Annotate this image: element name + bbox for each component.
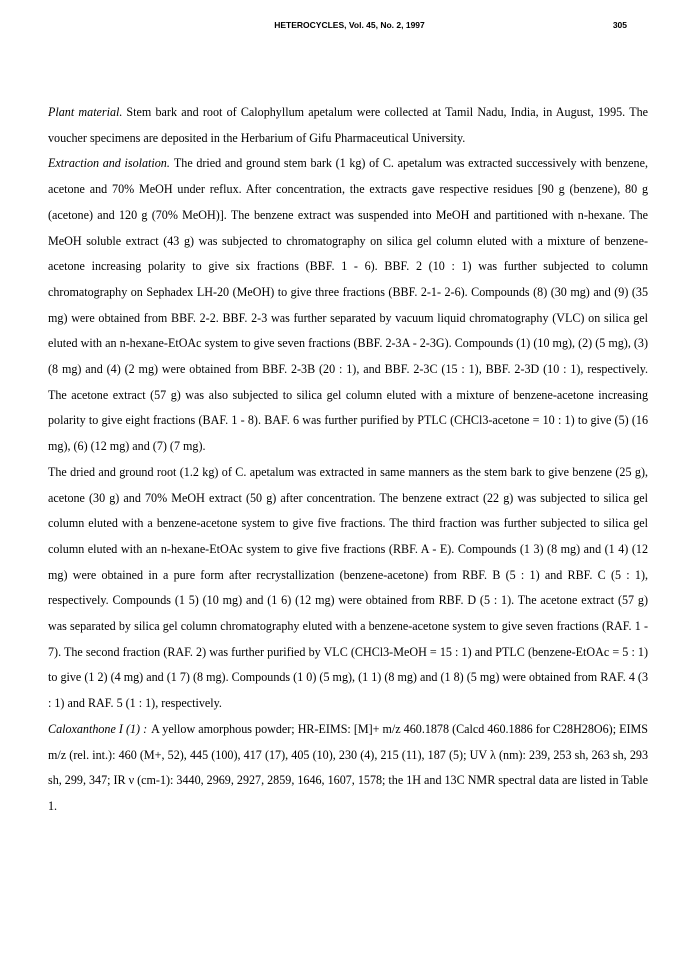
body-text — [48, 100, 648, 820]
paragraph-plant-material — [48, 100, 648, 151]
running-head: HETEROCYCLES, Vol. 45, No. 2, 1997 — [274, 20, 425, 30]
paragraph-caloxanthone — [48, 717, 648, 820]
paragraph-root-extraction — [48, 460, 648, 717]
page-number: 305 — [612, 20, 627, 30]
paragraph-text: The dried and ground stem bark (1 kg) of C. apetalum was extracted successively with benzene, acetone and 70% MeOH under reflux. After concentration, the extracts gave respective residues [90 g (benzene), 80 g (acetone) and 120 g (70% MeOH)]. The benzene extract was suspended into MeOH and partitioned with n-hexane. The MeOH soluble extract (43 g) was subjected to chromatography on silica gel column eluted with a mixture of benzene-acetone increasing polarity to give six fractions (BBF. 1 - 6). BBF. 2 (10 : 1) was further subjected to column chromatography on Sephadex LH-20 (MeOH) to give three fractions (BBF. 2-1- 2-6). Compounds (8) (30 mg) and (9) (35 mg) were obtained from BBF. 2-2. BBF. 2-3 was further separated by vacuum liquid chromatography (VLC) on silica gel eluted with an n-hexane-EtOAc system to give seven fractions (BBF. 2-3A - 2-3G). Compounds (1) (10 mg), (2) (5 mg), (3) (8 mg) and (4) (2 mg) were obtained from BBF. 2-3B (20 : 1), and BBF. 2-3C (15 : 1), BBF. 2-3D (10 : 1), respectively. The acetone extract (57 g) was also subjected to silica gel column eluted with a mixture of benzene-acetone increasing polarity to give eight fractions (BAF. 1 - 8). BAF. 6 was further purified by PTLC (CHCl3-acetone = 10 : 1) to give (5) (16 mg), (6) (12 mg) and (7) (7 mg). — [48, 156, 648, 454]
paragraph-label: Plant material. — [48, 105, 123, 119]
paragraph-text: The dried and ground root (1.2 kg) of C. apetalum was extracted in same manners as the stem bark to give benzene (25 g), acetone (30 g) and 70% MeOH extract (50 g) after concentration. The benzene extract (22 g) was subjected to silica gel column eluted with a benzene-acetone system to give five fractions. The third fraction was further subjected to silica gel column eluted with an n-hexane-EtOAc system to give five fractions (RBF. A - E). Compounds (1 3) (8 mg) and (1 4) (12 mg) were obtained in a pure form after recrystallization (benzene-acetone) from RBF. B (5 : 1) and RBF. C (5 : 1), respectively. Compounds (1 5) (10 mg) and (1 6) (12 mg) were obtained from RBF. D (5 : 1). The acetone extract (57 g) was separated by silica gel column chromatography eluted with a benzene-acetone system to give seven fractions (RAF. 1 - 7). The second fraction (RAF. 2) was further purified by VLC (CHCl3-MeOH = 15 : 1) and PTLC (benzene-EtOAc = 5 : 1) to give (1 2) (4 mg) and (1 7) (8 mg). Compounds (1 0) (5 mg), (1 1) (8 mg) and (1 8) (5 mg) were obtained from RAF. 4 (3 : 1) and RAF. 5 (1 : 1), respectively. — [48, 464, 648, 711]
paragraph-label: Caloxanthone I (1) : — [48, 721, 148, 736]
paragraph-extraction — [48, 151, 648, 459]
paragraph-text: A yellow amorphous powder; HR-EIMS: [M]+ m/z 460.1878 (Calcd 460.1886 for C28H28O6); EIMS m/z (rel. int.): 460 (M+, 52), 445 (100), 417 (17), 405 (10), 230 (4), 215 (11), 187 (5); UV λ (nm): 239, 253 sh, 263 sh, 293 sh, 299, 347; IR ν (cm-1): 3440, 2969, 2927, 2859, 1646, 1607, 1578; the 1H and 13C NMR spectral data are listed in Table 1. — [48, 721, 649, 813]
paragraph-text: Stem bark and root of Calophyllum apetalum were collected at Tamil Nadu, India, in August, 1995. The voucher specimens are deposited in the Herbarium of Gifu Pharmaceutical University. — [48, 105, 648, 145]
paragraph-label: Extraction and isolation. — [48, 156, 170, 171]
